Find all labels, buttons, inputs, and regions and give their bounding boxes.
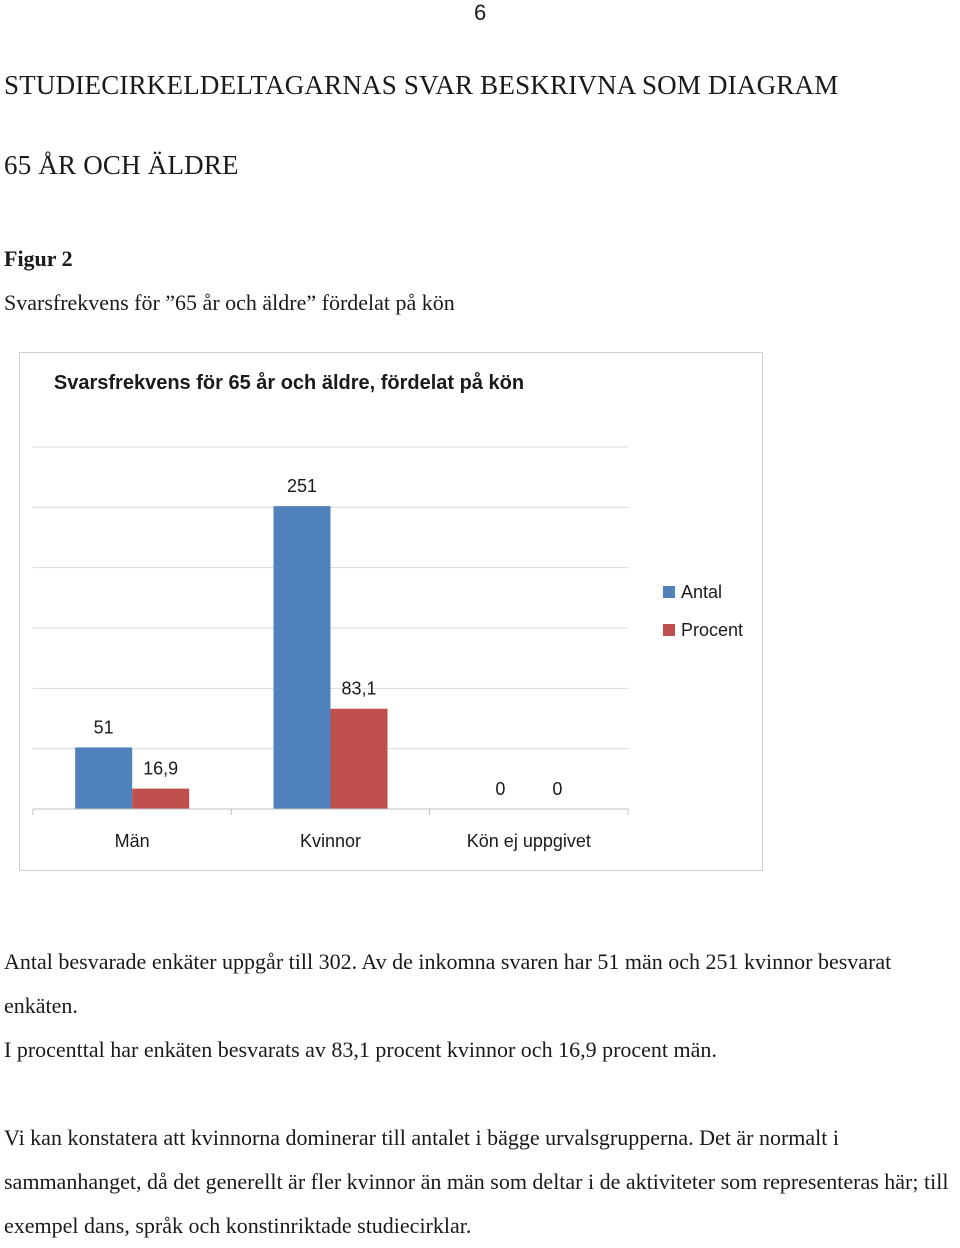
section-heading: STUDIECIRKELDELTAGARNAS SVAR BESKRIVNA SOM DIAGRAM xyxy=(4,70,839,100)
bar-antal xyxy=(274,506,331,809)
paragraph-conclusion: Vi kan konstatera att kvinnorna dominerar till antalet i bägge urvalsgrupperna. Det är normalt i sammanhanget, då det generellt är fler kvinnor än män som deltar i de aktiviteter som representeras här; till exempel dans, språk och konstinriktade studiecirklar. xyxy=(4,1125,949,1238)
bar-chart xyxy=(19,352,763,871)
legend-label: Procent xyxy=(681,620,744,640)
chart-legend xyxy=(663,582,743,640)
chart-bars xyxy=(75,506,387,809)
figure-label: Figur 2 xyxy=(4,246,73,271)
page-number: 6 xyxy=(474,0,487,25)
chart-x-axis xyxy=(33,809,628,851)
figure-caption: Svarsfrekvens för ”65 år och äldre” fördelat på kön xyxy=(4,290,455,315)
x-tick-label: Män xyxy=(114,831,150,851)
bar-antal xyxy=(75,747,132,809)
subsection-heading: 65 ÅR OCH ÄLDRE xyxy=(4,150,239,180)
chart-canvas xyxy=(20,353,764,872)
paragraph-percent: I procenttal har enkäten besvarats av 83,1 procent kvinnor och 16,9 procent män. xyxy=(4,1037,717,1062)
bar-procent xyxy=(331,709,388,809)
legend-label: Antal xyxy=(681,582,723,602)
data-label: 0 xyxy=(552,779,563,799)
legend-swatch xyxy=(663,624,675,636)
paragraph-summary: Antal besvarade enkäter uppgår till 302. Av de inkomna svaren har 51 män och 251 kvinnor besvarat enkäten. xyxy=(4,949,892,1018)
data-label: 83,1 xyxy=(341,678,377,699)
x-tick-label: Kön ej uppgivet xyxy=(466,831,591,851)
data-label: 16,9 xyxy=(143,758,179,779)
data-label: 51 xyxy=(93,717,114,738)
x-tick-label: Kvinnor xyxy=(299,831,362,851)
legend-swatch xyxy=(663,586,675,598)
chart-title: Svarsfrekvens för 65 år och äldre, fördelat på kön xyxy=(53,372,525,394)
data-label: 0 xyxy=(495,779,506,799)
data-label: 251 xyxy=(286,476,318,497)
bar-procent xyxy=(132,789,189,809)
